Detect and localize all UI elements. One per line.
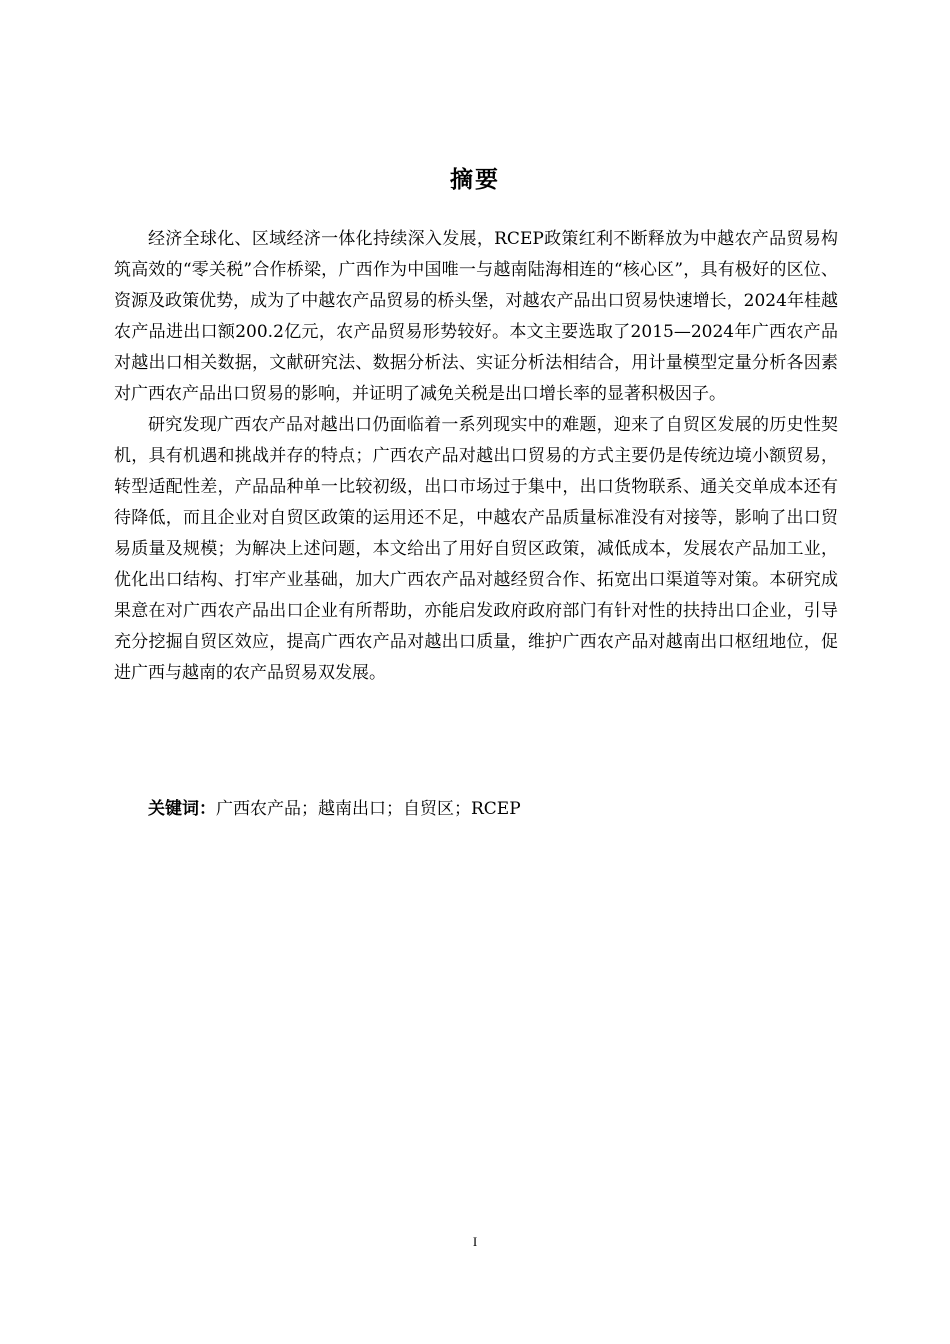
- keywords-value: 广西农产品；越南出口；自贸区；RCEP: [216, 799, 521, 819]
- abstract-body: [114, 224, 838, 689]
- page-number: I: [472, 1234, 478, 1249]
- abstract-title: 摘要: [450, 167, 500, 193]
- abstract-paragraph-1: 经济全球化、区域经济一体化持续深入发展，RCEP政策红利不断释放为中越农产品贸易构筑高效的“零关税”合作桥梁，广西作为中国唯一与越南陆海相连的“核心区”，具有极好的区位、资源及政策优势，成为了中越农产品贸易的桥头堡，对越农产品出口贸易快速增长，2024年桂越农产品进出口额200.2亿元，农产品贸易形势较好。本文主要选取了2015—2024年广西农产品对越出口相关数据，文献研究法、数据分析法、实证分析法相结合，用计量模型定量分析各因素对广西农产品出口贸易的影响，并证明了减免关税是出口增长率的显著积极因子。: [114, 229, 838, 404]
- abstract-paragraph-2: 研究发现广西农产品对越出口仍面临着一系列现实中的难题，迎来了自贸区发展的历史性契机，具有机遇和挑战并存的特点；广西农产品对越出口贸易的方式主要仍是传统边境小额贸易，转型适配性差，产品品种单一比较初级，出口市场过于集中，出口货物联系、通关交单成本还有待降低，而且企业对自贸区政策的运用还不足，中越农产品质量标准没有对接等，影响了出口贸易质量及规模；为解决上述问题，本文给出了用好自贸区政策，减低成本，发展农产品加工业，优化出口结构、打牢产业基础，加大广西农产品对越经贸合作、拓宽出口渠道等对策。本研究成果意在对广西农产品出口企业有所帮助，亦能启发政府政府部门有针对性的扶持出口企业，引导充分挖掘自贸区效应，提高广西农产品对越出口质量，维护广西农产品对越南出口枢纽地位，促进广西与越南的农产品贸易双发展。: [114, 415, 838, 683]
- keywords-label: 关键词：: [148, 799, 216, 819]
- keywords-line: [148, 795, 521, 823]
